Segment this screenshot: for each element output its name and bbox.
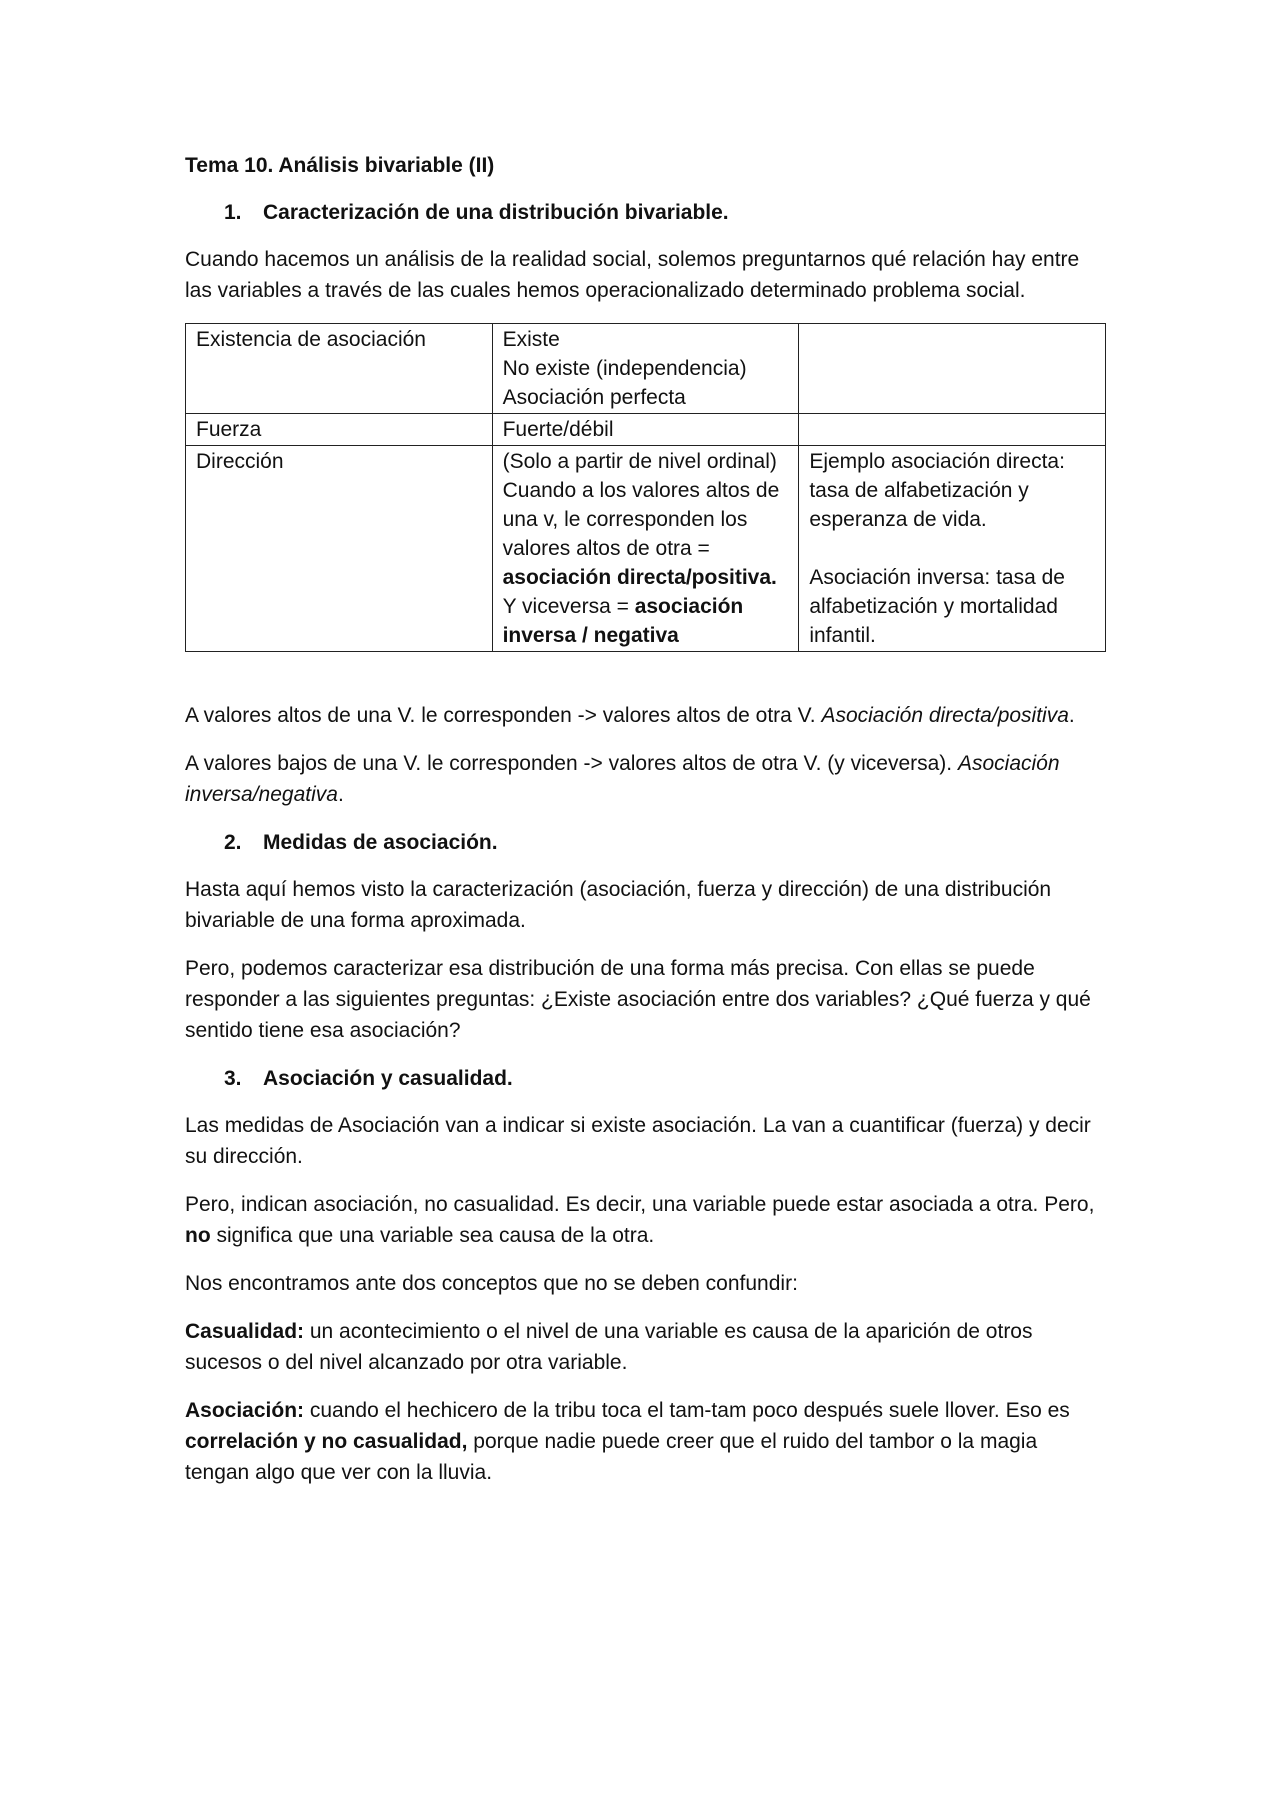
asociacion-definition	[185, 1395, 1105, 1488]
table-cell: Fuerte/débil	[492, 414, 799, 446]
table-cell	[799, 446, 1106, 652]
cell-spacer	[809, 534, 1095, 563]
section-heading-3	[224, 1063, 1105, 1094]
section-number: 3.	[224, 1067, 242, 1090]
table-cell: Existencia de asociación	[186, 324, 493, 414]
section-label: Medidas de asociación.	[263, 831, 498, 854]
definition-emphasis: correlación y no casualidad,	[185, 1430, 468, 1453]
association-paragraph-2	[185, 1189, 1105, 1251]
section-heading-2	[224, 827, 1105, 858]
definition-text: porque nadie puede creer que el ruido del tambor o la magia tengan algo que ver con la lluvia.	[185, 1430, 1038, 1484]
paragraph-text: .	[337, 783, 344, 806]
table-cell: Fuerza	[186, 414, 493, 446]
inverse-association-paragraph	[185, 748, 1105, 810]
table-cell	[492, 324, 799, 414]
table-row	[186, 324, 1106, 414]
section-number: 1.	[224, 201, 242, 224]
table-cell: Dirección	[186, 446, 493, 652]
cell-text-bold: asociación inversa / negativa	[502, 595, 744, 647]
measures-paragraph-2: Pero, podemos caracterizar esa distribución de una forma más precisa. Con ellas se puede responder a las siguientes preguntas: ¿Existe asociación entre dos variables? ¿Qué fuerza y qué sentido tiene esa asociación?	[185, 957, 1091, 1042]
section-number: 2.	[224, 831, 242, 854]
definition-text: un acontecimiento o el nivel de una variable es causa de la aparición de otros sucesos o del nivel alcanzado por otra variable.	[185, 1320, 1033, 1374]
definition-text: cuando el hechicero de la tribu toca el tam-tam poco después suele llover. Eso es	[304, 1399, 1070, 1422]
paragraph-text: .	[1068, 704, 1075, 727]
paragraph-italic: Asociación inversa/negativa	[185, 752, 1060, 806]
casualidad-definition	[185, 1316, 1105, 1378]
table-cell	[799, 414, 1106, 446]
document-page	[185, 150, 1105, 1505]
cell-text	[503, 476, 789, 592]
table-cell	[799, 324, 1106, 414]
association-paragraph-3: Nos encontramos ante dos conceptos que no se deben confundir:	[185, 1272, 798, 1295]
association-table	[185, 323, 1106, 652]
section-heading-1	[224, 197, 1105, 228]
paragraph-italic: Asociación directa/positiva	[821, 704, 1069, 727]
association-paragraph-1: Las medidas de Asociación van a indicar si existe asociación. La van a cuantificar (fuerza) y decir su dirección.	[185, 1114, 1091, 1168]
document-title: Tema 10. Análisis bivariable (II)	[185, 154, 495, 177]
paragraph-text: A valores altos de una V. le corresponden -> valores altos de otra V.	[185, 704, 822, 727]
cell-text: Ejemplo asociación directa: tasa de alfabetización y esperanza de vida.	[809, 450, 1065, 531]
direct-association-paragraph	[185, 700, 1105, 731]
section-label: Caracterización de una distribución bivariable.	[263, 201, 729, 224]
cell-line: Asociación perfecta	[502, 386, 686, 409]
cell-line: No existe (independencia)	[502, 357, 747, 380]
paragraph-text: A valores bajos de una V. le corresponden -> valores altos de otra V. (y viceversa).	[185, 752, 958, 775]
cell-text: Asociación inversa: tasa de alfabetización y mortalidad infantil.	[809, 566, 1065, 647]
intro-paragraph: Cuando hacemos un análisis de la realidad social, solemos preguntarnos qué relación hay entre las variables a través de las cuales hemos operacionalizado determinado problema social.	[185, 248, 1080, 302]
cell-text-bold: asociación directa/positiva.	[502, 566, 777, 589]
cell-text-plain: Cuando a los valores altos de una v, le corresponden los valores altos de otra =	[502, 479, 780, 560]
cell-line: Existe	[502, 328, 560, 351]
measures-paragraph-1: Hasta aquí hemos visto la caracterización (asociación, fuerza y dirección) de una distribución bivariable de una forma aproximada.	[185, 878, 1052, 932]
definition-term: Asociación:	[185, 1399, 305, 1422]
table-cell	[492, 446, 799, 652]
table-row	[186, 446, 1106, 652]
paragraph-text: Pero, indican asociación, no casualidad. Es decir, una variable puede estar asociada a otra. Pero,	[185, 1193, 1095, 1216]
cell-text: (Solo a partir de nivel ordinal)	[502, 450, 777, 473]
cell-text	[503, 592, 789, 650]
paragraph-bold: no	[185, 1224, 211, 1247]
table-row	[186, 414, 1106, 446]
definition-term: Casualidad:	[185, 1320, 305, 1343]
cell-text-plain: Y viceversa =	[502, 595, 629, 618]
section-label: Asociación y casualidad.	[263, 1067, 513, 1090]
paragraph-text: significa que una variable sea causa de la otra.	[210, 1224, 655, 1247]
